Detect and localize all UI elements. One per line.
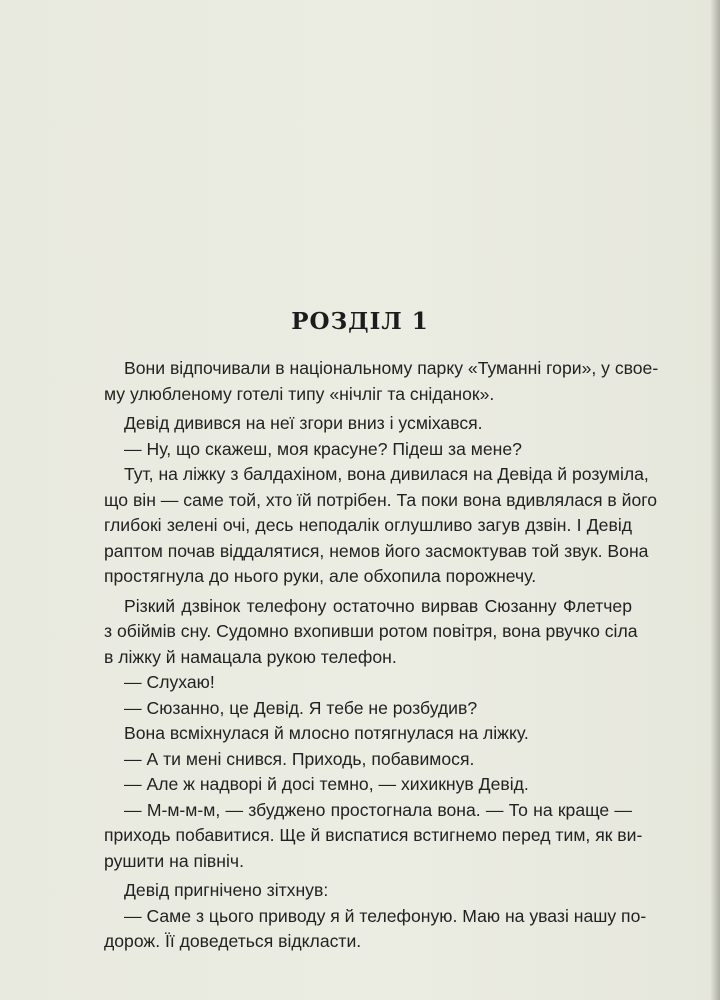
text-line: му улюбленому готелі типу «нічліг та сніданок». (104, 383, 495, 404)
text-line: — М-м-м-м, — збуджено простогнала вона. — То на краще — (124, 799, 632, 820)
text-line: в ліжку й намацала рукою телефон. (104, 646, 397, 667)
text-line: — Саме з цього приводу я й телефоную. Маю на увазі нашу по- (124, 905, 647, 926)
text-line: рушити на північ. (104, 850, 244, 871)
text-line: — Сюзанно, це Девід. Я тебе не розбудив? (124, 697, 478, 718)
text-line: Тут, на ліжку з балдахіном, вона дивилася на Девіда й розуміла, (124, 464, 649, 484)
text-line: Вони відпочивали в національному парку «Туманні гори», у свое- (124, 358, 659, 378)
body-text (104, 356, 659, 955)
chapter-title: РОЗДІЛ 1 (291, 308, 429, 335)
text-line: — А ти мені снився. Приходь, побавимося. (124, 748, 475, 769)
text-line: — Але ж надворі й досі темно, — хихикнув Девід. (124, 774, 529, 794)
text-line: Вона всміхнулася й млосно потягнулася на ліжку. (124, 723, 529, 743)
text-line: простягнула до нього руки, але обхопила порожнечу. (104, 566, 537, 586)
text-line: приходь побавитися. Ще й виспатися встигнемо перед тим, як ви- (104, 825, 643, 845)
text-line: глибокі зелені очі, десь неподалік оглушливо загув дзвін. І Девід (104, 515, 632, 535)
text-line: — Ну, що скажеш, моя красуне? Підеш за мене? (124, 438, 522, 459)
text-line: — Слухаю! (124, 672, 215, 692)
text-line: що він — саме той, хто їй потрібен. Та поки вона вдивлялася в його (104, 489, 658, 510)
text-line: дорож. Її доведеться відкласти. (104, 931, 362, 951)
text-line: з обіймів сну. Судомно вхопивши ротом повітря, вона рвучко сіла (104, 621, 638, 641)
text-line: Різкий дзвінок телефону остаточно вирвав Сюзанну Флетчер (124, 595, 632, 616)
text-line: раптом почав віддалятися, немов його засмоктував той звук. Вона (104, 540, 649, 561)
text-line: Девід дивився на неї згори вниз і усміхався. (124, 413, 483, 433)
text-line: Девід пригнічено зітхнув: (124, 880, 329, 900)
page-edge-shadow (710, 0, 720, 1000)
